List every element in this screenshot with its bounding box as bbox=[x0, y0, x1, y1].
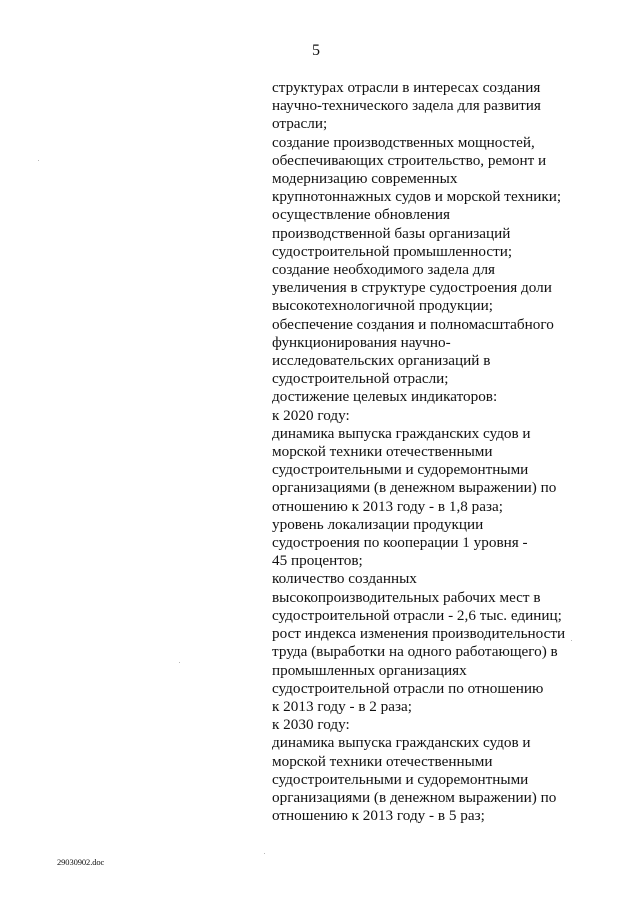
text-line: уровень локализации продукции bbox=[272, 515, 484, 533]
text-line: достижение целевых индикаторов: bbox=[272, 388, 498, 406]
text-line: динамика выпуска гражданских судов и bbox=[272, 424, 531, 442]
scan-speck bbox=[38, 160, 39, 161]
text-line: крупнотоннажных судов и морской техники; bbox=[272, 188, 562, 206]
text-line: научно-технического задела для развития bbox=[272, 97, 541, 115]
scan-speck bbox=[571, 640, 572, 641]
text-line: создание необходимого задела для bbox=[272, 261, 496, 279]
text-line: структурах отрасли в интересах создания bbox=[272, 79, 541, 96]
text-line: к 2030 году: bbox=[272, 716, 350, 734]
text-line: высокопроизводительных рабочих мест в bbox=[272, 588, 541, 606]
page-number: 5 bbox=[312, 42, 320, 59]
text-line: судостроительными и судоремонтными bbox=[272, 461, 529, 479]
text-line: динамика выпуска гражданских судов и bbox=[272, 734, 531, 752]
text-line: высокотехнологичной продукции; bbox=[272, 297, 493, 315]
text-line: отрасли; bbox=[272, 115, 328, 133]
text-line: морской техники отечественными bbox=[272, 752, 493, 770]
text-line: судостроительной промышленности; bbox=[272, 242, 513, 260]
text-line: промышленных организациях bbox=[272, 661, 467, 679]
text-line: модернизацию современных bbox=[272, 170, 458, 188]
text-line: судостроительными и судоремонтными bbox=[272, 770, 529, 788]
scan-speck bbox=[264, 853, 265, 854]
text-line: 45 процентов; bbox=[272, 552, 363, 570]
text-line: отношению к 2013 году - в 5 раз; bbox=[272, 807, 485, 825]
text-line: к 2020 году: bbox=[272, 406, 350, 424]
text-line: осуществление обновления bbox=[272, 206, 450, 224]
text-line: морской техники отечественными bbox=[272, 443, 493, 461]
text-line: судостроительной отрасли; bbox=[272, 370, 449, 388]
text-line: судостроительной отрасли по отношению bbox=[272, 679, 544, 697]
text-line: судостроения по кооперации 1 уровня - bbox=[272, 534, 528, 552]
footer-filename: 29030902.doc bbox=[57, 857, 105, 867]
text-line: труда (выработки на одного работающего) в bbox=[272, 643, 558, 661]
text-line: количество созданных bbox=[272, 570, 417, 588]
text-line: судостроительной отрасли - 2,6 тыс. единиц; bbox=[272, 606, 562, 624]
text-line: исследовательских организаций в bbox=[272, 352, 491, 370]
text-line: организациями (в денежном выражении) по bbox=[272, 479, 557, 497]
text-line: обеспечение создания и полномасштабного bbox=[272, 315, 554, 333]
scan-speck bbox=[179, 662, 180, 663]
body-text bbox=[272, 79, 572, 825]
text-line: отношению к 2013 году - в 1,8 раза; bbox=[272, 497, 503, 515]
text-line: обеспечивающих строительство, ремонт и bbox=[272, 151, 547, 169]
text-line: к 2013 году - в 2 раза; bbox=[272, 697, 412, 715]
text-line: создание производственных мощностей, bbox=[272, 133, 535, 151]
text-line: увеличения в структуре судостроения доли bbox=[272, 279, 552, 297]
text-line: функционирования научно- bbox=[272, 333, 451, 351]
text-line: организациями (в денежном выражении) по bbox=[272, 788, 557, 806]
text-line: рост индекса изменения производительности bbox=[272, 625, 566, 643]
text-line: производственной базы организаций bbox=[272, 224, 511, 242]
